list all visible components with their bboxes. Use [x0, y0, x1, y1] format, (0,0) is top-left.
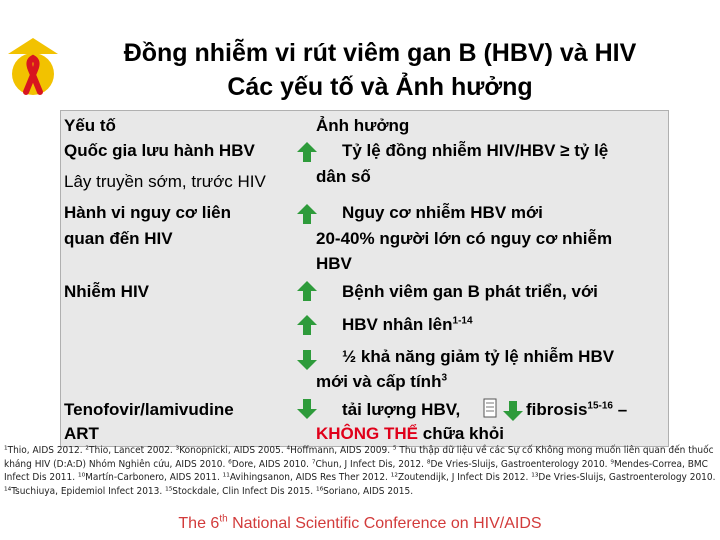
up-arrow-icon: [296, 280, 318, 302]
up-arrow-icon: [296, 314, 318, 336]
title-line-2: Các yếu tố và Ảnh hưởng: [227, 73, 533, 101]
down-arrow-icon: [296, 349, 318, 371]
header-factor: Yếu tố: [64, 116, 116, 135]
row1-factor-line1: Quốc gia lưu hành HBV: [64, 141, 255, 160]
row1-factor-line2: Lây truyền sớm, trước HIV: [64, 172, 266, 191]
cannot-text: KHÔNG THỂ: [316, 424, 418, 443]
slide-title: [60, 36, 700, 104]
row3-superscript-1: 1-14: [452, 315, 473, 327]
hiv-ribbon-logo-icon: [4, 36, 62, 98]
row2-factor-line2: quan đến HIV: [64, 229, 173, 248]
row3-factor: Nhiễm HIV: [64, 282, 150, 301]
row4-factor-line1: Tenofovir/lamivudine: [64, 400, 234, 419]
row4-factor-line2: ART: [64, 424, 99, 443]
row1-impact-line1: Tỷ lệ đồng nhiễm HIV/HBV ≥ tỷ lệ: [342, 141, 609, 160]
row4-superscript: 15-16: [587, 400, 613, 412]
row1-impact-line2: dân số: [316, 167, 371, 186]
row4-impact-line2: KHÔNG THỂ chữa khỏi: [316, 424, 505, 443]
row3-impact-line4: mới và cấp tính$^3$: [316, 372, 448, 391]
up-arrow-icon: [296, 203, 318, 225]
down-arrow-icon: [296, 398, 318, 420]
row2-impact-line2: 20-40% người lớn có nguy cơ nhiễm: [316, 229, 613, 248]
references: ¹Thio, AIDS 2012. ²Thio, Lancet 2002. ³Konopnicki, AIDS 2005. ⁴Hoffmann, AIDS 2009. ⁵ Thu thập dữ liệu về các Sự cố Không mong muốn liên quan đến thuốc kháng HIV (D:A:D) Nhóm Nghiên cứu, AIDS 2010. ⁶Dore, AIDS 2010. ⁷Chun, J Infect Dis, 2012. ⁸De Vries-Sluijs, Gastroenterology 2010. ⁹Mendes-Correa, BMC Infect Dis 2011. ¹⁰Martín-Carbonero, AIDS 2011. ¹¹Avihingsanon, AIDS Res Ther 2012. ¹²Zoutendijk, J Infect Dis 2012. ¹³De Vries-Sluijs, Gastroenterology 2010. ¹⁴Tsuchiuya, Epidemiol Infect 2013. ¹⁵Stockdale, Clin Infect Dis 2015. ¹⁶Soriano, AIDS 2015.: [4, 445, 716, 497]
row2-impact-line3: HBV: [316, 254, 352, 273]
up-arrow-icon: [296, 141, 318, 163]
title-line-1: Đồng nhiễm vi rút viêm gan B (HBV) và HIV: [123, 39, 637, 67]
row2-factor-line1: Hành vi nguy cơ liên: [64, 203, 232, 222]
row4-impact-line1: tải lượng HBV,: [342, 400, 461, 419]
row2-impact-line1: Nguy cơ nhiễm HBV mới: [342, 203, 543, 222]
down-arrow-icon: [502, 400, 524, 422]
row3-impact-line3: ½ khả năng giảm tỷ lệ nhiễm HBV: [342, 347, 615, 366]
row4-impact-fibrosis: fibrosis$^{15-16}$ –: [526, 400, 628, 419]
row3-impact-line1: Bệnh viêm gan B phát triển, với: [342, 282, 598, 301]
document-icon: [483, 398, 497, 418]
row3-superscript-2: 3: [441, 372, 448, 384]
row3-impact-line2: HBV nhân lên$^{1-14}$: [342, 315, 473, 334]
conference-footer: The 6th National Scientific Conference on HIV/AIDS: [178, 513, 542, 532]
header-impact: Ảnh hưởng: [316, 116, 410, 135]
